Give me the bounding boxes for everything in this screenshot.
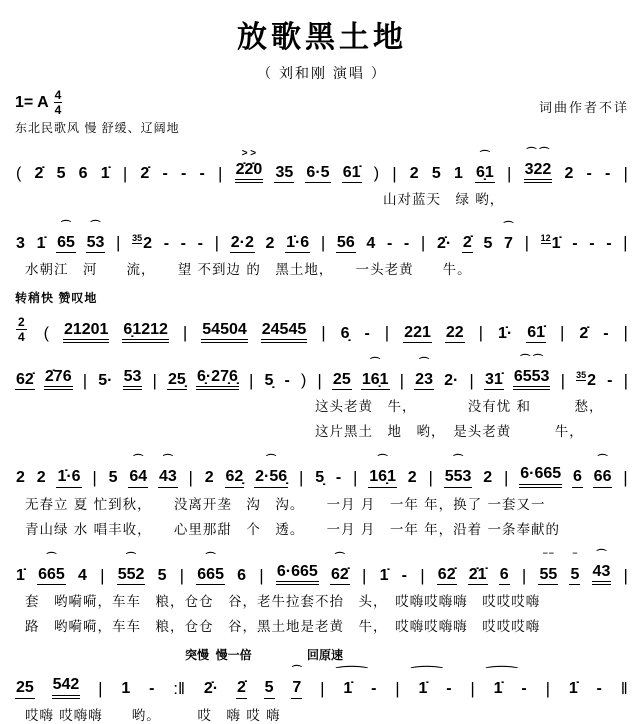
note-token: 1̇· — [498, 324, 513, 342]
note-token: 5 — [483, 234, 493, 252]
music-system — [15, 451, 629, 537]
duration-dash: - — [403, 234, 410, 252]
note-token: 6 — [78, 165, 88, 182]
barline: | — [188, 468, 193, 488]
lyric-line: 这片黑土 地 哟， 是头老黄 牛， — [315, 424, 584, 441]
slur-mark: ⌒ — [335, 667, 368, 679]
barline: | — [100, 565, 105, 585]
barline: | — [298, 468, 304, 488]
note-token: 1̇ — [379, 566, 389, 584]
note-token: 35 — [274, 164, 294, 183]
note-token: 2̇ — [34, 165, 44, 182]
barline: | — [182, 323, 188, 343]
slur-mark: ⌒ — [596, 549, 607, 561]
note-token: ⌒ 1̇ — [335, 667, 368, 698]
lyric-line: 套 哟嗬嗬，车车 粮，仓仓 谷，老牛拉套不抬 头， 哎嗨哎嗨嗨 哎哎哎嗨 — [25, 594, 541, 611]
note-token: 2̇76 — [44, 368, 73, 390]
note-token: ⌒ 62̇ — [330, 566, 350, 585]
time-signature-top: 2 — [18, 314, 25, 329]
duration-dash: - — [605, 165, 611, 182]
note-token: 2̇ — [140, 165, 150, 182]
slur-mark: ⌒ — [46, 552, 57, 564]
grace-note: 12 — [540, 232, 551, 243]
note-token: 56 — [336, 234, 356, 253]
slur-mark: ⌒ — [266, 455, 277, 467]
note-token: 3 — [16, 234, 25, 252]
note-token: 542 — [52, 676, 81, 698]
duration-dash: - — [606, 234, 612, 252]
music-system — [15, 549, 629, 635]
note-token: 5 — [157, 566, 167, 584]
articulation-mark: ‾ — [573, 552, 577, 564]
note-token: 62̣ — [225, 468, 245, 487]
music-system — [15, 646, 629, 723]
slur-mark: ⌒ — [410, 667, 443, 679]
note-token: 1̇ — [16, 566, 25, 584]
phrase-paren: ) — [300, 371, 307, 389]
barline: ‖ — [620, 678, 628, 698]
note-token: 31̇ — [484, 371, 504, 390]
note-token: 61̇ — [342, 164, 362, 183]
duration-dash: - — [335, 469, 342, 487]
note-token: 221 — [403, 324, 432, 343]
note-token: 5 — [108, 469, 118, 487]
tempo-marking: 突慢 慢一倍 — [185, 648, 252, 663]
notation-row — [15, 147, 629, 183]
note-token: ⌒ 64 — [128, 468, 148, 487]
music-system — [15, 289, 629, 343]
slur-mark: ⌒ — [90, 220, 101, 232]
slur-mark: ⌒ — [370, 357, 381, 369]
barline: | — [623, 163, 628, 183]
notation-row — [15, 219, 629, 253]
barline: | — [395, 678, 400, 698]
note-token: ⌒ ⌒ 6553 — [513, 368, 551, 390]
barline: | — [321, 323, 326, 343]
note-token: 2̇ — [579, 324, 589, 342]
time-signature-bottom: 4 — [54, 103, 62, 117]
duration-dash: - — [596, 680, 602, 698]
note-token: 2 — [407, 469, 417, 487]
grace-note: 35 — [576, 369, 587, 380]
note-token: 6·665 — [276, 563, 319, 585]
note-token: 2̇· — [203, 680, 219, 698]
note-token: 2̇ — [462, 234, 473, 253]
lyric-line: 这头老黄 牛， 没有忧 和 愁， — [315, 399, 604, 416]
note-token: ⌒ 1̇ — [410, 667, 443, 698]
note-token: 2 — [564, 165, 574, 182]
duration-dash: - — [162, 165, 168, 182]
barline: :‖ — [173, 678, 186, 698]
note-token: 6 — [237, 566, 247, 584]
note-token: 54504 — [201, 321, 248, 343]
note-token: 4 — [366, 234, 376, 252]
note-token: ⌒ 2·56̣ — [254, 468, 288, 487]
time-signature — [54, 89, 63, 116]
barline: | — [361, 565, 367, 585]
barline: | — [399, 370, 405, 390]
note-token: $^{35}$2 — [576, 369, 597, 389]
style-tempo-note: 东北民歌风 慢 舒缓、辽阔地 — [15, 121, 180, 135]
slur-mark: ⌒ ⌒ — [526, 148, 550, 159]
note-token: 1 — [121, 680, 131, 698]
music-system — [15, 354, 629, 440]
barline: | — [545, 678, 550, 698]
note-token: 6̣·27̣6̣ — [196, 368, 239, 390]
note-token: ⌒ 43 — [158, 468, 178, 487]
barline: | — [320, 678, 325, 698]
barline: | — [317, 370, 322, 390]
barline: | — [623, 233, 628, 253]
barline: | — [179, 565, 185, 585]
note-token: 2̇1̇ — [468, 566, 488, 585]
barline: | — [428, 468, 433, 488]
duration-dash: - — [180, 165, 187, 182]
barline: | — [524, 233, 529, 253]
barline: | — [392, 163, 397, 183]
duration-dash: - — [199, 165, 205, 182]
barline: | — [320, 233, 326, 253]
slur-mark: ⌒ — [334, 552, 345, 564]
note-token: 5 — [56, 165, 66, 182]
note-token: ⌒ 65 — [56, 234, 76, 253]
slur-mark: ⌒ — [419, 357, 430, 369]
duration-dash: - — [197, 234, 203, 252]
note-token: 1̇ — [36, 234, 46, 252]
time-signature-bottom: 4 — [18, 329, 25, 344]
barline: | — [259, 565, 264, 585]
note-token: 4 — [77, 566, 87, 584]
barline: | — [82, 370, 88, 390]
note-token: 62̇ — [15, 371, 35, 390]
tempo-marking: 转稍快 赞叹地 — [15, 290, 98, 305]
slur-mark: ⌒ — [291, 666, 302, 678]
key-label: 1= A — [15, 93, 49, 111]
note-token: ⌒ 553 — [444, 468, 473, 487]
note-token: 5̣ — [264, 371, 274, 389]
note-token: 5· — [98, 371, 113, 389]
note-token: 61̇ — [526, 324, 546, 343]
duration-dash: - — [521, 680, 527, 698]
barline: | — [469, 370, 474, 390]
note-token: $^{35}$2 — [132, 232, 153, 252]
slur-mark: ⌒ — [479, 151, 490, 162]
note-token: ⌒ 16̣1 — [368, 468, 397, 487]
note-token: 6̣1212 — [122, 321, 169, 343]
barline: | — [623, 370, 628, 390]
barline: | — [623, 565, 628, 585]
duration-dash: - — [603, 324, 609, 342]
tempo-marking: 回原速 — [307, 648, 344, 663]
slur-mark: ⌒ — [133, 455, 144, 467]
note-token: ⌒ 6̣1 — [475, 164, 495, 183]
duration-dash: - — [446, 680, 452, 698]
note-token: 6 — [499, 566, 510, 585]
note-token: > > 2̇2̇0 — [235, 161, 264, 183]
note-token: 2̇ — [236, 679, 247, 698]
slur-mark: ⌒ — [377, 455, 388, 467]
phrase-paren: ( — [16, 165, 22, 182]
note-token: ⌒ 7 — [503, 221, 514, 252]
barline: | — [217, 163, 223, 183]
slur-mark: ⌒ — [61, 220, 72, 232]
note-token: 2 — [409, 165, 419, 182]
note-token: 2 — [265, 234, 275, 252]
lyric-line: 山对蓝天 绿 哟， — [383, 192, 505, 209]
performer-line: （ 刘和刚 演唱 ） — [257, 65, 387, 81]
duration-dash: - — [572, 234, 578, 252]
barline: | — [503, 468, 509, 488]
note-token: ⌒ ⌒ 322 — [524, 161, 553, 183]
note-token: ⌒ 16̣1 — [361, 371, 390, 390]
note-token: 6 — [572, 468, 583, 487]
barline: | — [353, 468, 358, 488]
barline: | — [623, 468, 628, 488]
articulation-mark: ‾ ‾ — [543, 552, 554, 564]
note-token: ⌒ 552 — [117, 566, 146, 585]
note-token: 53 — [123, 368, 143, 390]
note-token: 5 — [264, 679, 275, 698]
duration-dash: - — [284, 371, 290, 389]
lyric-line: 青山绿 水 唱丰收， 心里那甜 个 透。 一月 月 一年 年，沿着 一条奉献的 — [25, 521, 560, 538]
slur-mark: ⌒ — [126, 552, 137, 564]
time-signature — [15, 316, 28, 343]
barline: | — [116, 233, 121, 253]
note-token: ⌒ 7 — [291, 679, 302, 698]
note-token: ⌒ 43 — [592, 563, 612, 585]
notation-row — [15, 302, 629, 343]
barline: | — [248, 370, 254, 390]
articulation-mark: > > — [241, 148, 257, 159]
note-token: 6̣ — [340, 324, 350, 342]
barline: | — [420, 233, 426, 253]
lyric-line: 路 哟嗬嗬，车车 粮，仓仓 谷，黑土地是老黄 牛， 哎嗨哎嗨嗨 哎哎哎嗨 — [25, 619, 541, 636]
lyric-line: 无春立 夏 忙到秋， 没离开垄 沟 沟。 一月 月 一年 年，换了 一套又一 — [25, 496, 546, 513]
duration-dash: - — [163, 234, 170, 252]
note-token: ⌒ 665 — [196, 566, 225, 585]
note-token: 2 — [204, 469, 214, 487]
note-token: 1̇·6 — [285, 234, 310, 253]
score-area — [15, 147, 629, 724]
note-token: $^{12}$1̇ — [540, 232, 561, 252]
duration-dash: - — [364, 324, 370, 342]
notation-row — [15, 451, 629, 487]
composer-credit: 词曲作者不详 — [538, 101, 629, 116]
phrase-paren: ( — [43, 324, 49, 342]
barline: | — [506, 163, 512, 183]
note-token: 22 — [445, 324, 465, 343]
note-token: 62̇ — [437, 566, 457, 585]
note-token: 2 — [16, 469, 25, 487]
note-token: 25̣ — [167, 371, 187, 390]
duration-dash: - — [589, 234, 595, 252]
barline: | — [122, 163, 128, 183]
duration-dash: - — [386, 234, 393, 252]
note-token: 25 — [15, 679, 35, 698]
barline: | — [384, 323, 390, 343]
duration-dash: - — [149, 680, 155, 698]
barline: | — [478, 323, 484, 343]
note-token: 21201 — [63, 321, 110, 343]
note-token: 6·665 — [519, 465, 562, 487]
note-token: ‾ ‾ 55 — [538, 566, 558, 585]
key-signature — [15, 89, 62, 116]
slur-mark: ⌒ — [597, 455, 608, 467]
note-token: 2 — [36, 469, 46, 487]
barline: | — [214, 233, 220, 253]
barline: | — [521, 565, 527, 585]
note-token: ⌒ 66 — [593, 468, 613, 487]
note-token: 2̇· — [436, 234, 452, 252]
slur-mark: ⌒ — [503, 221, 514, 233]
barline: | — [470, 678, 475, 698]
duration-dash: - — [607, 371, 613, 389]
note-token: 2·2 — [230, 234, 255, 253]
note-token: 5 — [431, 165, 441, 182]
barline: | — [559, 323, 565, 343]
note-token: ⌒ 665 — [37, 566, 66, 585]
note-token: 1 — [453, 165, 463, 182]
note-token: 1̇·6 — [56, 468, 81, 487]
note-token: 25 — [332, 371, 352, 390]
note-token: 5̣ — [315, 469, 325, 487]
slur-mark: ⌒ — [162, 455, 173, 467]
song-title: 放歌黑土地 — [237, 21, 407, 54]
barline: | — [152, 370, 157, 390]
music-system — [15, 219, 629, 278]
notation-row — [15, 549, 629, 585]
note-token: 24545 — [261, 321, 308, 343]
note-token: ‾ 5 — [569, 566, 580, 585]
note-token: ⌒ 1̇ — [485, 667, 518, 698]
note-token: 1̇ — [568, 680, 578, 698]
phrase-paren: ) — [373, 165, 380, 182]
note-token: ⌒ 23 — [414, 371, 434, 390]
duration-dash: - — [371, 680, 377, 698]
notation-row — [15, 354, 629, 390]
duration-dash: - — [401, 566, 407, 584]
barline: | — [98, 678, 103, 698]
note-token: ⌒ 53 — [86, 234, 106, 253]
slur-mark: ⌒ — [485, 667, 518, 679]
lyric-line: 哎嗨 哎嗨嗨 哟。 哎 嗨 哎 嗨 — [25, 707, 281, 724]
time-signature-top: 4 — [54, 88, 62, 102]
note-token: 6·5 — [305, 164, 330, 183]
note-token: 2 — [483, 469, 493, 487]
barline: | — [623, 323, 628, 343]
music-system — [15, 147, 629, 208]
barline: | — [560, 370, 565, 390]
barline: | — [420, 565, 425, 585]
slur-mark: ⌒ — [205, 552, 216, 564]
barline: | — [92, 468, 97, 488]
duration-dash: - — [586, 165, 592, 182]
note-token: 2· — [444, 371, 459, 389]
slur-mark: ⌒ ⌒ — [520, 354, 544, 366]
duration-dash: - — [180, 234, 186, 252]
slur-mark: ⌒ — [453, 455, 464, 467]
grace-note: 35 — [132, 232, 143, 243]
note-token: 1̇ — [100, 165, 110, 182]
meta-row — [15, 89, 629, 116]
lyric-line: 水朝江 河 流， 望 不到边 的 黑土地， 一头老黄 牛。 — [25, 261, 472, 278]
